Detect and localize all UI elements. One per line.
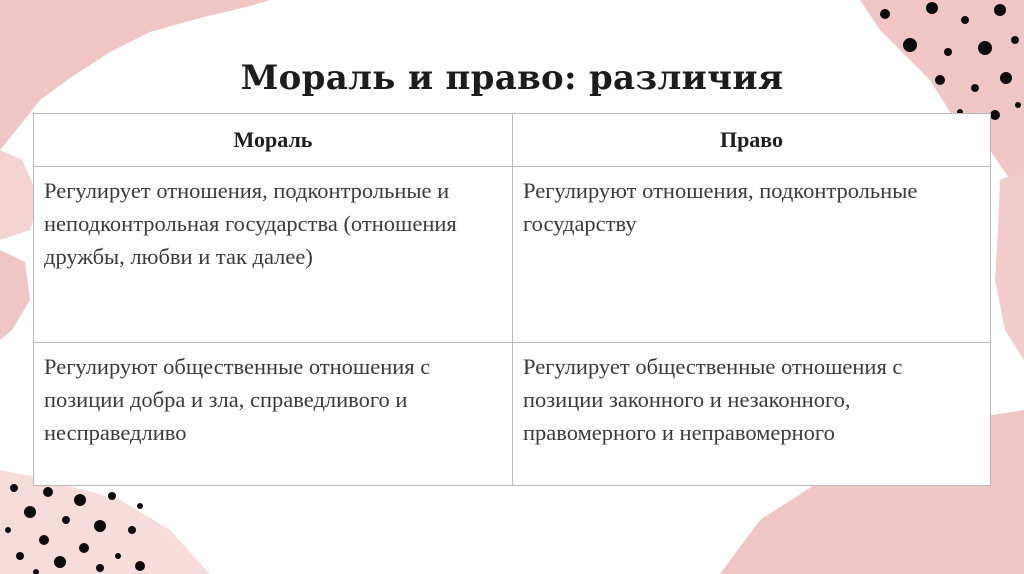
cell-morality-relations: Регулирует отношения, подконтрольные и неподконтрольная государства (отношения дружбы, любви и так далее) xyxy=(34,167,513,343)
header-morality: Мораль xyxy=(34,114,513,167)
cell-morality-good-evil: Регулируют общественные отношения с позиции добра и зла, справедливого и несправедливо xyxy=(34,343,513,486)
table-row xyxy=(34,343,991,486)
slide-title: Мораль и право: различия xyxy=(240,58,784,98)
header-law: Право xyxy=(513,114,991,167)
cell-law-relations: Регулируют отношения, подконтрольные государству xyxy=(513,167,991,343)
table-row xyxy=(34,167,991,343)
cell-law-lawful: Регулирует общественные отношения с позиции законного и незаконного, правомерного и неправомерного xyxy=(513,343,991,486)
pink-brush-left-mid xyxy=(0,250,30,340)
pink-brush-right-edge xyxy=(995,170,1024,360)
comparison-table xyxy=(33,113,991,486)
table-header-row xyxy=(34,114,991,167)
